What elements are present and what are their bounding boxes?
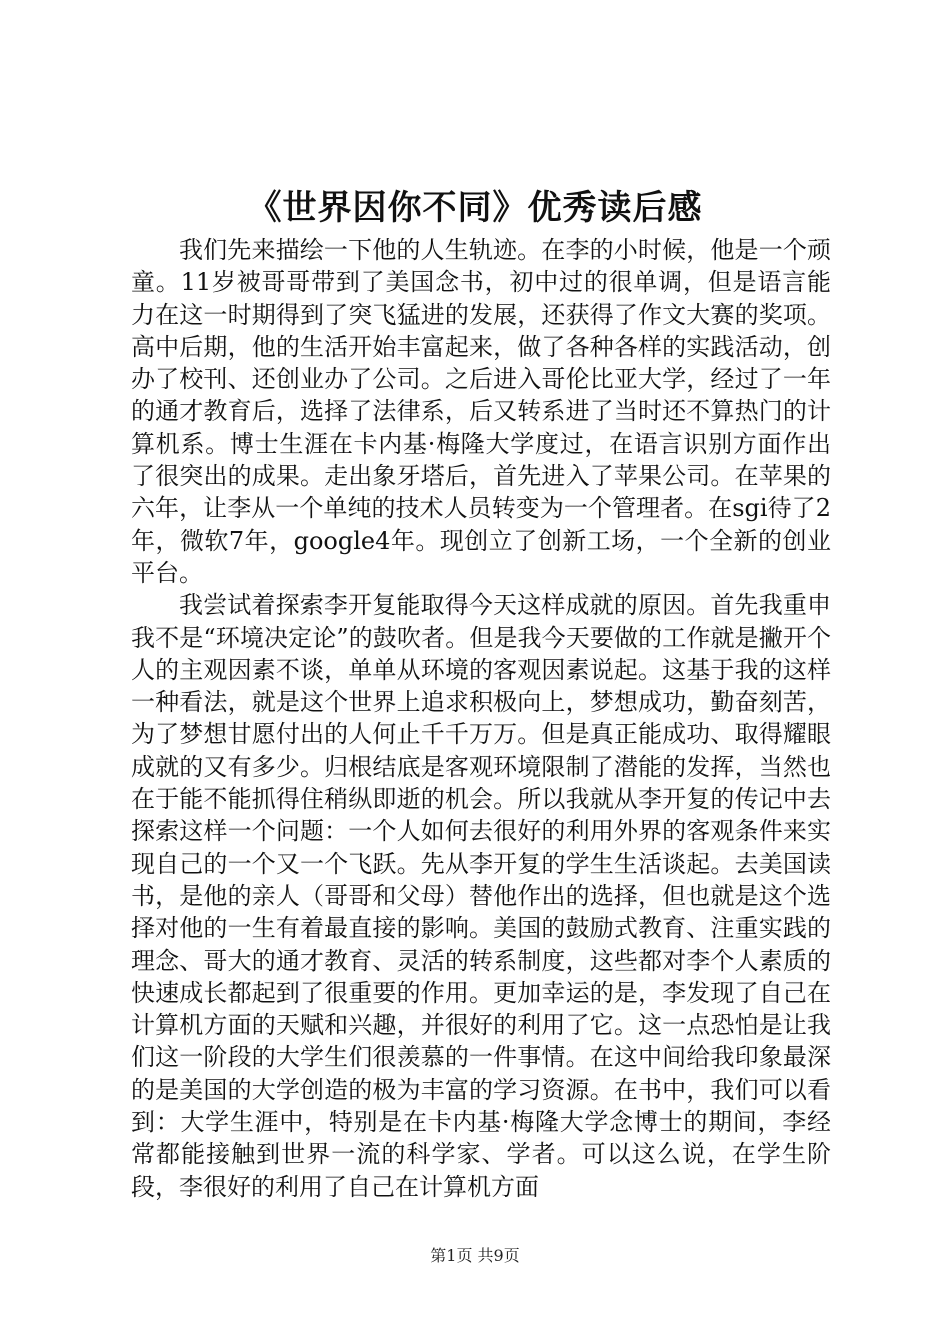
document-body	[131, 234, 831, 1203]
paragraph-1: 我们先来描绘一下他的人生轨迹。在李的小时候，他是一个顽童。11岁被哥哥带到了美国念书，初中过的很单调，但是语言能力在这一时期得到了突飞猛进的发展，还获得了作文大赛的奖项。高中后期，他的生活开始丰富起来，做了各种各样的实践活动，创办了校刊、还创业办了公司。之后进入哥伦比亚大学，经过了一年的通才教育后，选择了法律系，后又转系进了当时还不算热门的计算机系。博士生涯在卡内基·梅隆大学度过，在语言识别方面作出了很突出的成果。走出象牙塔后，首先进入了苹果公司。在苹果的六年，让李从一个单纯的技术人员转变为一个管理者。在sgi待了2年，微软7年，google4年。现创立了创新工场，一个全新的创业平台。	[131, 236, 831, 587]
page-number-footer: 第1页 共9页	[430, 1246, 520, 1265]
document-title: 《世界因你不同》优秀读后感	[247, 188, 703, 228]
paragraph-2: 我尝试着探索李开复能取得今天这样成就的原因。首先我重申我不是“环境决定论”的鼓吹者。但是我今天要做的工作就是撇开个人的主观因素不谈，单单从环境的客观因素说起。这基于我的这样一种看法，就是这个世界上追求积极向上，梦想成功，勤奋刻苦，为了梦想甘愿付出的人何止千千万万。但是真正能成功、取得耀眼成就的又有多少。归根结底是客观环境限制了潜能的发挥，当然也在于能不能抓得住稍纵即逝的机会。所以我就从李开复的传记中去探索这样一个问题：一个人如何去很好的利用外界的客观条件来实现自己的一个又一个飞跃。先从李开复的学生生活谈起。去美国读书，是他的亲人（哥哥和父母）替他作出的选择，但也就是这个选择对他的一生有着最直接的影响。美国的鼓励式教育、注重实践的理念、哥大的通才教育、灵活的转系制度，这些都对李个人素质的快速成长都起到了很重要的作用。更加幸运的是，李发现了自己在计算机方面的天赋和兴趣，并很好的利用了它。这一点恐怕是让我们这一阶段的大学生们很羡慕的一件事情。在这中间给我印象最深的是美国的大学创造的极为丰富的学习资源。在书中，我们可以看到：大学生涯中，特别是在卡内基·梅隆大学念博士的期间，李经常都能接触到世界一流的科学家、学者。可以这么说，在学生阶段，李很好的利用了自己在计算机方面	[131, 591, 831, 1201]
